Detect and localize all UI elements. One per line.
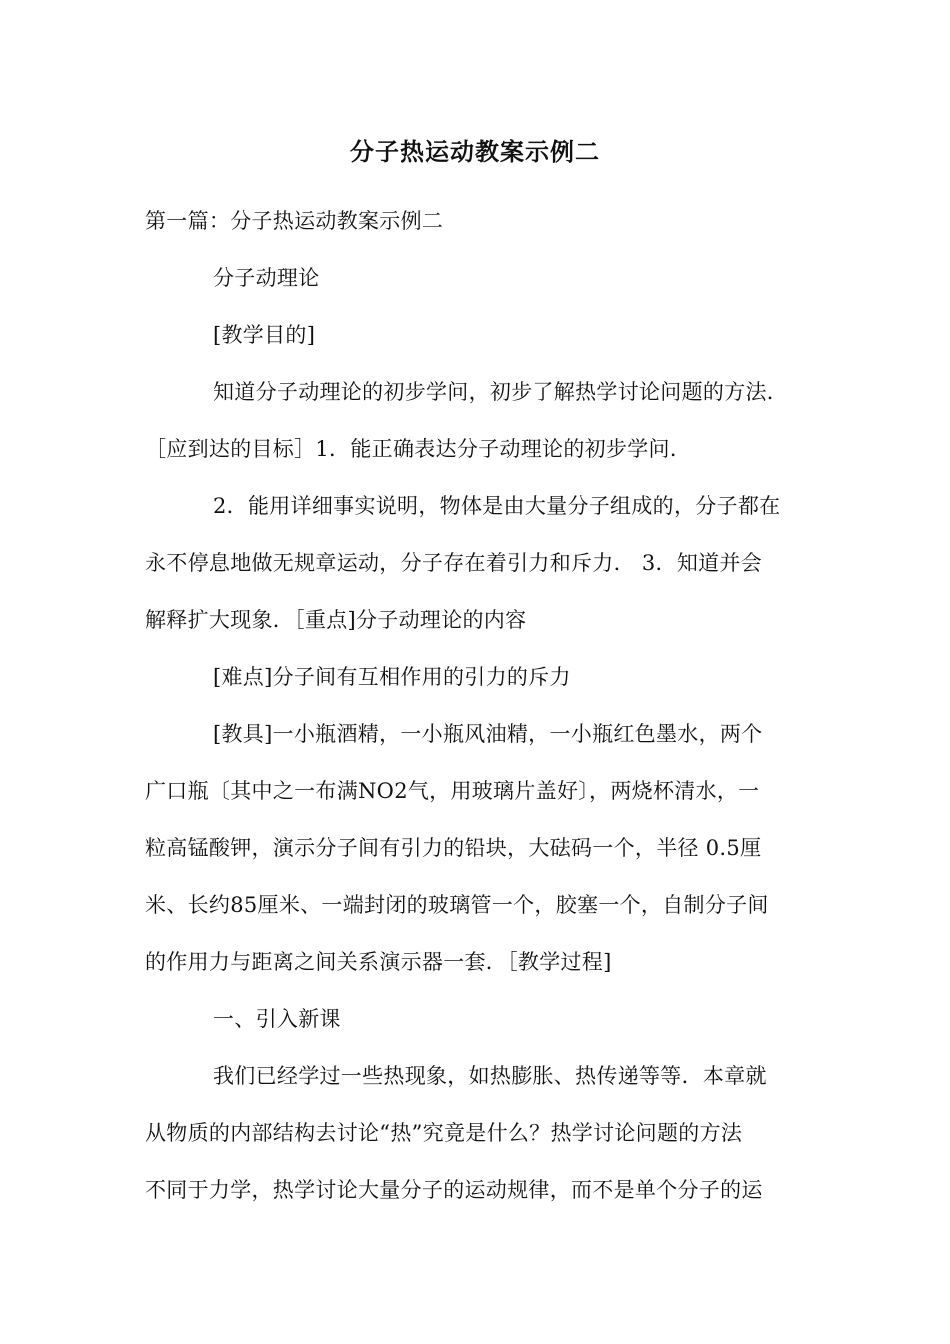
subsection-heading: 分子动理论	[213, 266, 320, 290]
paragraph-line: [教学目的]	[213, 323, 316, 347]
section-heading: 第一篇：分子热运动教案示例二	[145, 209, 444, 233]
paragraph-line: [难点]分子间有互相作用的引力的斥力	[213, 665, 571, 689]
paragraph-line: 粒高锰酸钾，演示分子间有引力的铅块，大砝码一个，半径 0.5厘	[145, 836, 762, 860]
paragraph-line: [教具]一小瓶酒精，一小瓶风油精，一小瓶红色墨水，两个	[213, 722, 763, 746]
paragraph-line: 不同于力学，热学讨论大量分子的运动规律，而不是单个分子的运	[145, 1178, 763, 1202]
paragraph-line: 我们已经学过一些热现象，如热膨胀、热传递等等．本章就	[213, 1064, 767, 1088]
paragraph-line: 广口瓶〔其中之一布满NO2气，用玻璃片盖好〕，两烧杯清水，一	[145, 779, 760, 803]
paragraph-line: 2．能用详细事实说明，物体是由大量分子组成的，分子都在	[213, 494, 781, 518]
paragraph-line: 知道分子动理论的初步学问，初步了解热学讨论问题的方法．	[213, 380, 789, 404]
paragraph-line: 从物质的内部结构去讨论“热”究竟是什么？热学讨论问题的方法	[145, 1121, 743, 1145]
paragraph-line: 米、长约85厘米、一端封闭的玻璃管一个，胶塞一个，自制分子间	[145, 893, 769, 917]
document-title: 分子热运动教案示例二	[350, 138, 600, 166]
paragraph-line: ［应到达的目标］1．能正确表达分子动理论的初步学问．	[145, 437, 692, 461]
paragraph-line: 的作用力与距离之间关系演示器一套．［教学过程]	[145, 950, 612, 974]
paragraph-line: 永不停息地做无规章运动，分子存在着引力和斥力． 3．知道并会	[145, 551, 763, 575]
paragraph-line: 一、引入新课	[213, 1007, 341, 1031]
paragraph-line: 解释扩大现象．［重点]分子动理论的内容	[145, 608, 527, 632]
